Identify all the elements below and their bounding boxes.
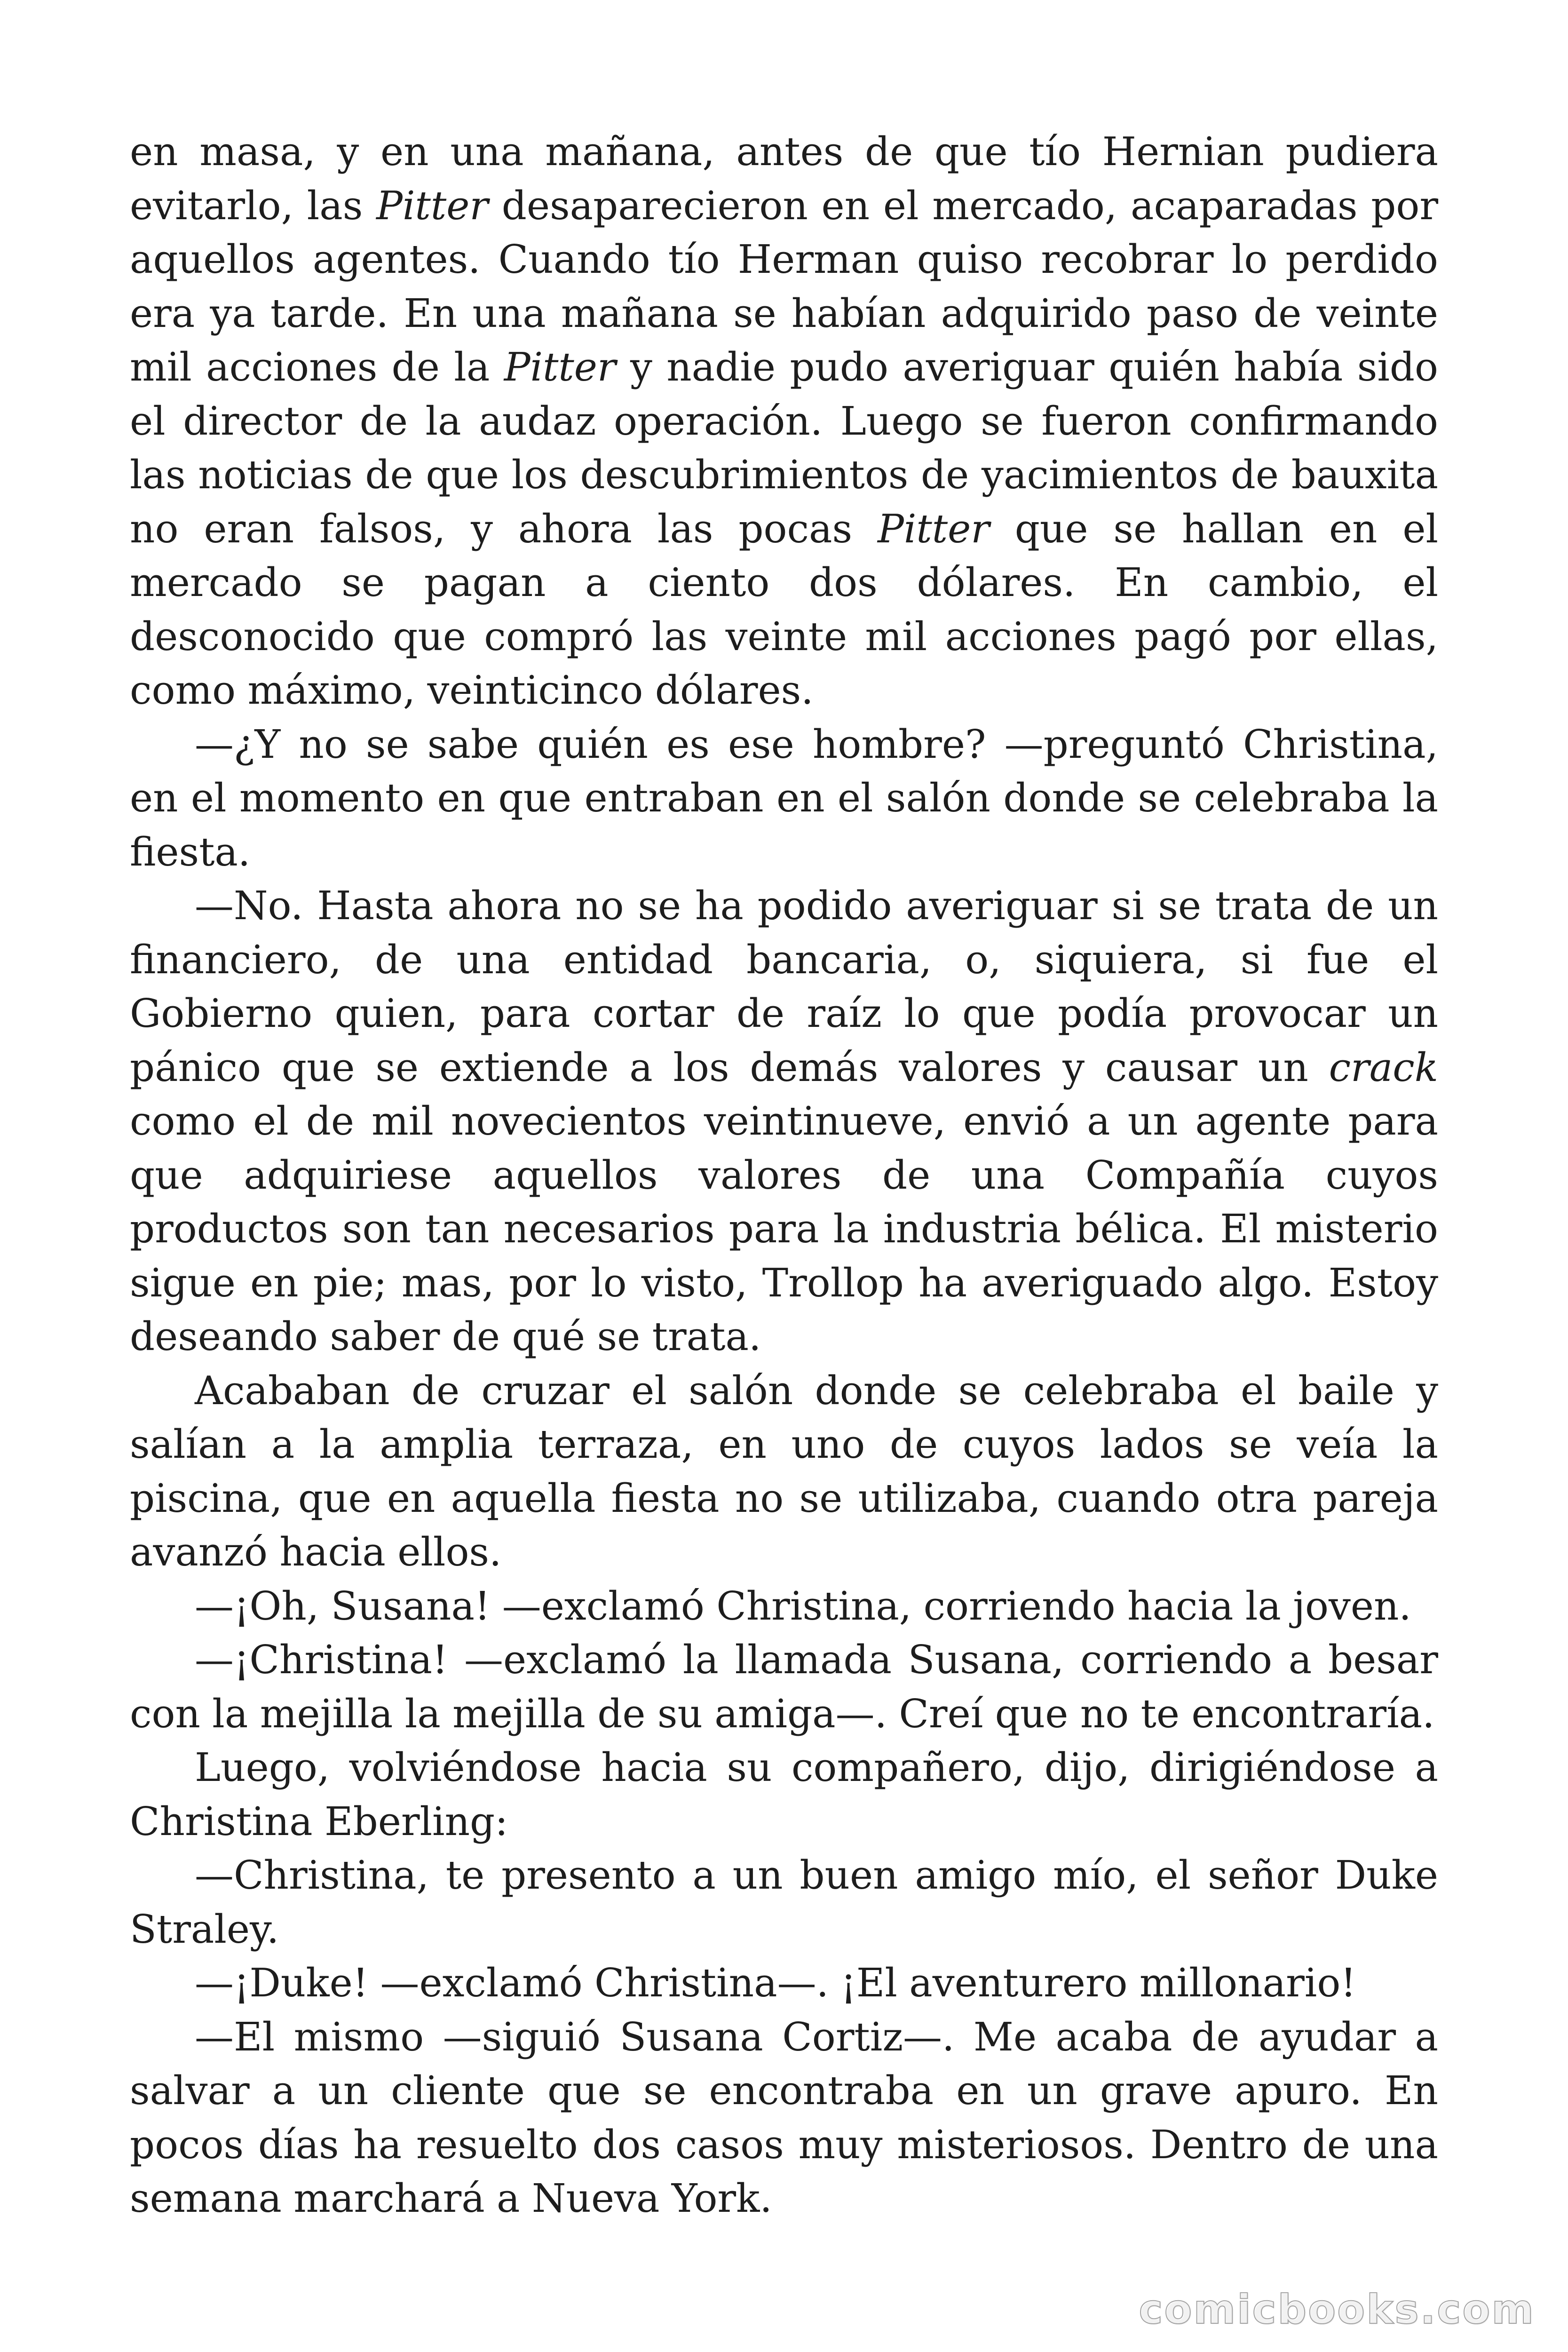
paragraph-text: —Christina, te presento a un buen amigo mío, el señor Duke Straley. bbox=[130, 1852, 1438, 1952]
paragraph-p1 bbox=[130, 125, 1438, 718]
paragraph-p7 bbox=[130, 1741, 1438, 1849]
paragraph-p8 bbox=[130, 1849, 1438, 1956]
italic-text: Pitter bbox=[877, 506, 990, 552]
paragraph-p4 bbox=[130, 1364, 1438, 1580]
paragraph-text: en masa, y en una mañana, antes de que tío Hernian pudiera evitarlo, las bbox=[130, 129, 1438, 229]
paragraph-p3 bbox=[130, 879, 1438, 1364]
paragraph-p10 bbox=[130, 2010, 1438, 2226]
paragraph-text: —El mismo —siguió Susana Cortiz—. Me acaba de ayudar a salvar a un cliente que se encontraba en un grave apuro. En pocos días ha resuelto dos casos muy misteriosos. Dentro de una semana marchará a Nueva York. bbox=[130, 2014, 1438, 2221]
paragraph-p6 bbox=[130, 1633, 1438, 1741]
paragraph-text: —¿Y no se sabe quién es ese hombre? —preguntó Christina, en el momento en que entraban en el salón donde se celebraba la fiesta. bbox=[130, 721, 1438, 875]
book-page-text bbox=[130, 125, 1438, 2226]
paragraph-text: Acababan de cruzar el salón donde se celebraba el baile y salían a la amplia terraza, en uno de cuyos lados se veía la piscina, que en aquella fiesta no se utilizaba, cuando otra pareja avanzó hacia ellos. bbox=[130, 1367, 1438, 1575]
paragraph-text: —¡Oh, Susana! —exclamó Christina, corriendo hacia la joven. bbox=[195, 1583, 1411, 1629]
paragraph-text: desaparecieron en el mercado, acaparadas por aquellos agentes. Cuando tío Herman quiso recobrar lo perdido era ya tarde. En una mañana se habían adquirido paso de veinte mil acciones de la bbox=[130, 183, 1439, 390]
paragraph-p9 bbox=[130, 1956, 1438, 2010]
paragraph-p2 bbox=[130, 718, 1438, 880]
italic-text: Pitter bbox=[376, 183, 489, 229]
paragraph-text: —¡Duke! —exclamó Christina—. ¡El aventurero millonario! bbox=[195, 1960, 1356, 2006]
paragraph-text: y nadie pudo averiguar quién había sido el director de la audaz operación. Luego se fueron confirmando las noticias de que los descubrimientos de yacimientos de bauxita no eran falsos, y ahora las pocas bbox=[130, 344, 1438, 552]
paragraph-text: como el de mil novecientos veintinueve, envió a un agente para que adquiriese aquellos valores de una Compañía cuyos productos son tan necesarios para la industria bélica. El misterio sigue en pie; mas, por lo visto, Trollop ha averiguado algo. Estoy deseando saber de qué se trata. bbox=[130, 1098, 1438, 1359]
paragraph-text: —¡Christina! —exclamó la llamada Susana, corriendo a besar con la mejilla la mejilla de su amiga—. Creí que no te encontraría. bbox=[130, 1637, 1438, 1737]
paragraph-text: —No. Hasta ahora no se ha podido averiguar si se trata de un financiero, de una entidad bancaria, o, siquiera, si fue el Gobierno quien, para cortar de raíz lo que podía provocar un pánico que se extiende a los demás valores y causar un bbox=[130, 883, 1438, 1090]
italic-text: crack bbox=[1329, 1044, 1438, 1090]
italic-text: Pitter bbox=[504, 344, 616, 390]
paragraph-text: que se hallan en el mercado se pagan a ciento dos dólares. En cambio, el desconocido que compró las veinte mil acciones pagó por ellas, como máximo, veinticinco dólares. bbox=[130, 506, 1439, 713]
paragraph-text: Luego, volviéndose hacia su compañero, dijo, dirigiéndose a Christina Eberling: bbox=[130, 1745, 1438, 1844]
paragraph-p5 bbox=[130, 1580, 1438, 1634]
watermark-logo: comicbooks.com bbox=[1139, 2286, 1535, 2333]
